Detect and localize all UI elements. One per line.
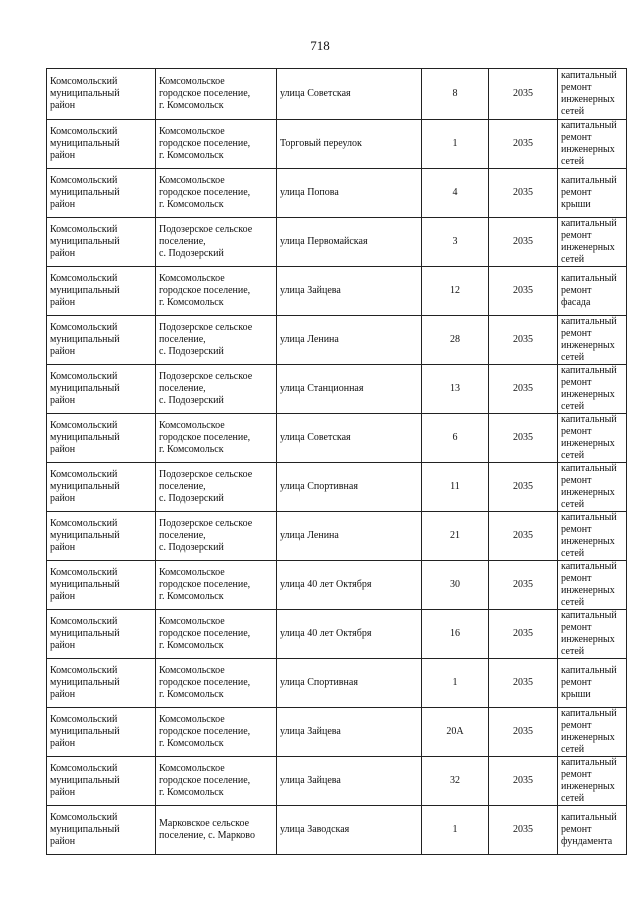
street-cell-text: улица Зайцева (280, 775, 341, 786)
settlement-cell-text: Подозерское сельское поселение, с. Подозерский (159, 518, 253, 553)
settlement-cell (156, 757, 277, 806)
year-cell (489, 610, 558, 659)
settlement-cell (156, 806, 277, 855)
street-cell (277, 120, 422, 169)
work-type-cell (558, 120, 627, 169)
settlement-cell-text: Комсомольское городское поселение, г. Комсомольск (159, 273, 251, 308)
house-number-cell (422, 365, 489, 414)
work-type-cell-text: капитальный ремонт инженерных сетей (561, 120, 617, 167)
work-type-cell-text: капитальный ремонт инженерных сетей (561, 708, 617, 755)
district-cell (47, 169, 156, 218)
year-cell (489, 267, 558, 316)
housing-repair-table (46, 68, 627, 855)
year-cell-text: 2035 (513, 138, 533, 149)
district-cell (47, 463, 156, 512)
street-cell (277, 757, 422, 806)
house-number-cell (422, 316, 489, 365)
house-number-cell (422, 169, 489, 218)
table-row (47, 561, 627, 610)
street-cell (277, 610, 422, 659)
street-cell-text: улица Ленина (280, 530, 339, 541)
street-cell (277, 806, 422, 855)
year-cell-text: 2035 (513, 481, 533, 492)
street-cell-text: улица Ленина (280, 334, 339, 345)
house-number-cell (422, 708, 489, 757)
settlement-cell (156, 316, 277, 365)
settlement-cell (156, 414, 277, 463)
settlement-cell (156, 365, 277, 414)
street-cell-text: улица Первомайская (280, 236, 368, 247)
district-cell (47, 267, 156, 316)
year-cell (489, 69, 558, 120)
house-number-cell-text: 1 (452, 138, 458, 149)
page-number: 718 (310, 38, 330, 53)
work-type-cell-text: капитальный ремонт инженерных сетей (561, 610, 617, 657)
street-cell-text: улица Спортивная (280, 677, 358, 688)
street-cell (277, 316, 422, 365)
settlement-cell-text: Подозерское сельское поселение, с. Подозерский (159, 371, 253, 406)
house-number-cell-text: 12 (450, 285, 460, 296)
settlement-cell-text: Комсомольское городское поселение, г. Комсомольск (159, 665, 251, 700)
street-cell-text: улица 40 лет Октября (280, 579, 372, 590)
work-type-cell (558, 365, 627, 414)
year-cell-text: 2035 (513, 628, 533, 639)
house-number-cell-text: 21 (450, 530, 460, 541)
table-row (47, 463, 627, 512)
work-type-cell (558, 316, 627, 365)
street-cell-text: улица Зайцева (280, 726, 341, 737)
settlement-cell-text: Подозерское сельское поселение, с. Подозерский (159, 322, 253, 357)
year-cell (489, 806, 558, 855)
work-type-cell-text: капитальный ремонт инженерных сетей (561, 757, 617, 804)
district-cell-text: Комсомольский муниципальный район (50, 812, 120, 847)
district-cell-text: Комсомольский муниципальный район (50, 322, 120, 357)
year-cell-text: 2035 (513, 579, 533, 590)
house-number-cell (422, 463, 489, 512)
year-cell (489, 463, 558, 512)
work-type-cell (558, 512, 627, 561)
table-row (47, 610, 627, 659)
year-cell-text: 2035 (513, 677, 533, 688)
table-row (47, 316, 627, 365)
work-type-cell-text: капитальный ремонт инженерных сетей (561, 316, 617, 363)
year-cell-text: 2035 (513, 383, 533, 394)
district-cell (47, 69, 156, 120)
street-cell-text: улица Заводская (280, 824, 350, 835)
year-cell-text: 2035 (513, 334, 533, 345)
street-cell (277, 659, 422, 708)
house-number-cell (422, 659, 489, 708)
district-cell-text: Комсомольский муниципальный район (50, 469, 120, 504)
house-number-cell (422, 120, 489, 169)
work-type-cell-text: капитальный ремонт инженерных сетей (561, 561, 617, 608)
street-cell-text: улица Спортивная (280, 481, 358, 492)
work-type-cell (558, 757, 627, 806)
year-cell (489, 218, 558, 267)
street-cell (277, 512, 422, 561)
house-number-cell-text: 13 (450, 383, 460, 394)
work-type-cell (558, 463, 627, 512)
year-cell-text: 2035 (513, 285, 533, 296)
work-type-cell-text: капитальный ремонт инженерных сетей (561, 365, 617, 412)
table-row (47, 69, 627, 120)
work-type-cell (558, 69, 627, 120)
settlement-cell-text: Комсомольское городское поселение, г. Комсомольск (159, 763, 251, 798)
house-number-cell (422, 512, 489, 561)
house-number-cell (422, 610, 489, 659)
year-cell-text: 2035 (513, 432, 533, 443)
table-row (47, 414, 627, 463)
work-type-cell (558, 218, 627, 267)
work-type-cell-text: капитальный ремонт инженерных сетей (561, 512, 617, 559)
settlement-cell-text: Комсомольское городское поселение, г. Комсомольск (159, 567, 251, 602)
street-cell (277, 69, 422, 120)
district-cell-text: Комсомольский муниципальный район (50, 224, 120, 259)
table-row (47, 757, 627, 806)
year-cell-text: 2035 (513, 824, 533, 835)
settlement-cell-text: Комсомольское городское поселение, г. Комсомольск (159, 126, 251, 161)
work-type-cell-text: капитальный ремонт крыши (561, 665, 617, 700)
year-cell (489, 757, 558, 806)
work-type-cell-text: капитальный ремонт инженерных сетей (561, 218, 617, 265)
street-cell (277, 561, 422, 610)
house-number-cell (422, 267, 489, 316)
settlement-cell-text: Комсомольское городское поселение, г. Комсомольск (159, 420, 251, 455)
work-type-cell-text: капитальный ремонт крыши (561, 175, 617, 210)
work-type-cell-text: капитальный ремонт фасада (561, 273, 617, 308)
settlement-cell-text: Марковское сельское поселение, с. Марково (159, 818, 255, 841)
settlement-cell-text: Комсомольское городское поселение, г. Комсомольск (159, 616, 251, 651)
house-number-cell-text: 16 (450, 628, 460, 639)
work-type-cell (558, 169, 627, 218)
year-cell (489, 561, 558, 610)
year-cell (489, 708, 558, 757)
district-cell-text: Комсомольский муниципальный район (50, 273, 120, 308)
work-type-cell-text: капитальный ремонт фундамента (561, 812, 617, 847)
district-cell-text: Комсомольский муниципальный район (50, 616, 120, 651)
district-cell-text: Комсомольский муниципальный район (50, 175, 120, 210)
district-cell (47, 708, 156, 757)
table-body (47, 69, 627, 855)
district-cell-text: Комсомольский муниципальный район (50, 518, 120, 553)
district-cell-text: Комсомольский муниципальный район (50, 126, 120, 161)
year-cell (489, 414, 558, 463)
street-cell-text: улица Станционная (280, 383, 364, 394)
street-cell (277, 267, 422, 316)
house-number-cell (422, 757, 489, 806)
district-cell-text: Комсомольский муниципальный район (50, 420, 120, 455)
house-number-cell (422, 69, 489, 120)
year-cell (489, 365, 558, 414)
street-cell-text: улица 40 лет Октября (280, 628, 372, 639)
house-number-cell-text: 30 (450, 579, 460, 590)
street-cell (277, 365, 422, 414)
work-type-cell (558, 610, 627, 659)
district-cell-text: Комсомольский муниципальный район (50, 665, 120, 700)
settlement-cell-text: Комсомольское городское поселение, г. Комсомольск (159, 714, 251, 749)
street-cell-text: улица Советская (280, 88, 351, 99)
house-number-cell-text: 8 (452, 88, 458, 99)
street-cell (277, 414, 422, 463)
district-cell-text: Комсомольский муниципальный район (50, 371, 120, 406)
house-number-cell-text: 28 (450, 334, 460, 345)
district-cell (47, 757, 156, 806)
settlement-cell (156, 169, 277, 218)
settlement-cell (156, 69, 277, 120)
work-type-cell (558, 267, 627, 316)
year-cell (489, 512, 558, 561)
street-cell-text: улица Попова (280, 187, 339, 198)
settlement-cell (156, 708, 277, 757)
street-cell (277, 708, 422, 757)
district-cell (47, 561, 156, 610)
work-type-cell (558, 414, 627, 463)
table-row (47, 708, 627, 757)
district-cell (47, 414, 156, 463)
settlement-cell (156, 561, 277, 610)
settlement-cell-text: Подозерское сельское поселение, с. Подозерский (159, 469, 253, 504)
street-cell-text: улица Советская (280, 432, 351, 443)
house-number-cell (422, 806, 489, 855)
house-number-cell-text: 1 (452, 677, 458, 688)
house-number-cell-text: 6 (452, 432, 458, 443)
district-cell (47, 659, 156, 708)
settlement-cell (156, 463, 277, 512)
year-cell (489, 659, 558, 708)
year-cell-text: 2035 (513, 775, 533, 786)
work-type-cell-text: капитальный ремонт инженерных сетей (561, 414, 617, 461)
year-cell-text: 2035 (513, 88, 533, 99)
work-type-cell (558, 708, 627, 757)
street-cell (277, 169, 422, 218)
table-row (47, 365, 627, 414)
table-row (47, 169, 627, 218)
year-cell (489, 120, 558, 169)
house-number-cell (422, 414, 489, 463)
settlement-cell (156, 610, 277, 659)
house-number-cell (422, 218, 489, 267)
street-cell (277, 218, 422, 267)
year-cell (489, 169, 558, 218)
year-cell-text: 2035 (513, 187, 533, 198)
work-type-cell (558, 659, 627, 708)
house-number-cell-text: 32 (450, 775, 460, 786)
table-row (47, 267, 627, 316)
district-cell-text: Комсомольский муниципальный район (50, 714, 120, 749)
settlement-cell (156, 218, 277, 267)
settlement-cell (156, 267, 277, 316)
district-cell-text: Комсомольский муниципальный район (50, 763, 120, 798)
street-cell (277, 463, 422, 512)
table-row (47, 806, 627, 855)
settlement-cell (156, 659, 277, 708)
table-row (47, 659, 627, 708)
district-cell (47, 365, 156, 414)
settlement-cell (156, 120, 277, 169)
district-cell (47, 316, 156, 365)
house-number-cell-text: 4 (452, 187, 458, 198)
settlement-cell-text: Комсомольское городское поселение, г. Комсомольск (159, 175, 251, 210)
year-cell-text: 2035 (513, 530, 533, 541)
table-row (47, 120, 627, 169)
settlement-cell-text: Подозерское сельское поселение, с. Подозерский (159, 224, 253, 259)
district-cell (47, 806, 156, 855)
street-cell-text: улица Зайцева (280, 285, 341, 296)
work-type-cell-text: капитальный ремонт инженерных сетей (561, 70, 617, 117)
street-cell-text: Торговый переулок (280, 138, 362, 149)
district-cell (47, 120, 156, 169)
year-cell-text: 2035 (513, 726, 533, 737)
house-number-cell-text: 1 (452, 824, 458, 835)
district-cell (47, 610, 156, 659)
table-row (47, 512, 627, 561)
house-number-cell-text: 20А (446, 726, 464, 737)
work-type-cell-text: капитальный ремонт инженерных сетей (561, 463, 617, 510)
work-type-cell (558, 806, 627, 855)
settlement-cell (156, 512, 277, 561)
house-number-cell-text: 3 (452, 236, 458, 247)
district-cell-text: Комсомольский муниципальный район (50, 76, 120, 111)
settlement-cell-text: Комсомольское городское поселение, г. Комсомольск (159, 76, 251, 111)
year-cell (489, 316, 558, 365)
district-cell (47, 218, 156, 267)
house-number-cell-text: 11 (450, 481, 460, 492)
work-type-cell (558, 561, 627, 610)
year-cell-text: 2035 (513, 236, 533, 247)
house-number-cell (422, 561, 489, 610)
table-row (47, 218, 627, 267)
district-cell (47, 512, 156, 561)
district-cell-text: Комсомольский муниципальный район (50, 567, 120, 602)
